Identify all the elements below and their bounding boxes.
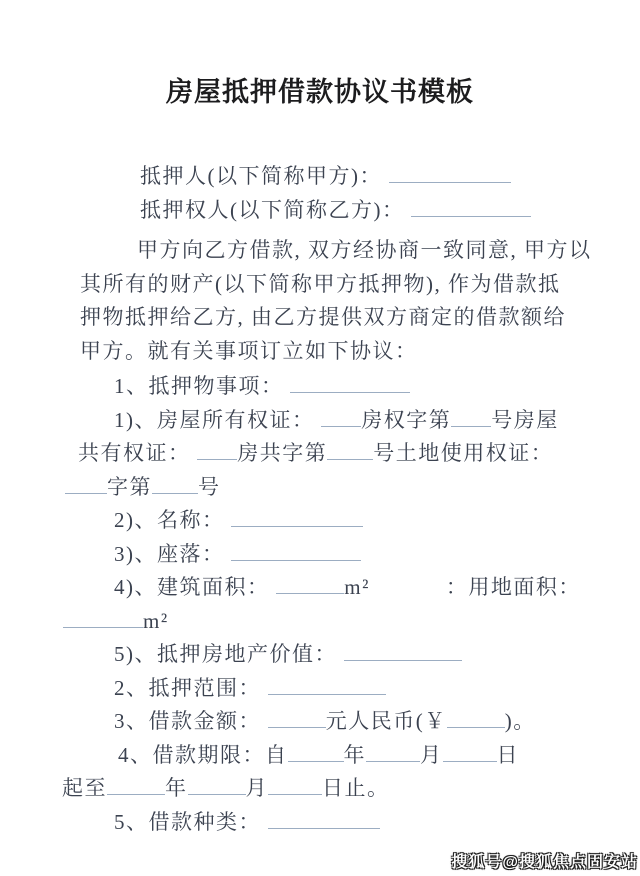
line-text: m² [344, 575, 370, 599]
document-line [62, 772, 560, 806]
line-text: m² [143, 608, 169, 633]
line-text: 元人民币(￥ [325, 709, 447, 733]
line-text: 押物抵押给乙方, 由乙方提供双方商定的借款额给 [80, 305, 566, 329]
line-text: 共有权证： [78, 441, 198, 465]
fill-in-blank [288, 746, 344, 762]
line-text: 3、借款金额： [114, 709, 268, 733]
document-line [80, 194, 560, 228]
fill-in-blank [366, 746, 420, 762]
line-text: 甲方向乙方借款, 双方经协商一致同意, 甲方以 [137, 238, 592, 262]
line-text: 3)、座落： [114, 541, 232, 566]
fill-in-blank [276, 578, 344, 594]
document-line [80, 160, 560, 194]
line-text: 甲方。就有关事项订立如下协议： [80, 338, 418, 363]
line-text: 其所有的财产(以下简称甲方抵押物), 作为借款抵 [80, 271, 561, 296]
document-line [80, 705, 560, 739]
line-text: ：用地面积： [445, 575, 581, 599]
line-text: )。 [504, 709, 536, 733]
fill-in-blank [321, 411, 361, 427]
fill-in-blank [107, 779, 165, 795]
document-line [80, 437, 560, 471]
fill-in-blank [268, 679, 386, 695]
fill-in-blank [290, 377, 410, 393]
line-text: 5)、抵押房地产价值： [114, 642, 344, 666]
document-line [80, 571, 581, 605]
line-text: 2)、名称： [114, 508, 232, 532]
document-line [80, 335, 560, 369]
fill-in-blank [443, 746, 497, 762]
document-title: 房屋抵押借款协议书模板 [166, 77, 474, 107]
line-text: 号房屋 [491, 407, 559, 432]
document-line [80, 739, 560, 773]
fill-in-blank [268, 712, 326, 728]
document-line [80, 806, 560, 840]
spacer [370, 584, 446, 594]
fill-in-blank [231, 545, 361, 561]
document-line [80, 672, 560, 706]
line-text: 1)、房屋所有权证： [114, 407, 322, 432]
fill-in-blank [65, 478, 107, 494]
fill-in-blank [63, 612, 143, 628]
document-line [80, 504, 560, 538]
fill-in-blank [268, 779, 322, 795]
line-text: 2、抵押范围： [114, 675, 268, 700]
fill-in-blank [152, 478, 198, 494]
document-line [80, 268, 560, 302]
fill-in-blank [344, 645, 462, 661]
line-text: 月 [420, 742, 443, 767]
document-line [80, 538, 560, 572]
fill-in-blank [411, 201, 531, 217]
fill-in-blank [327, 444, 373, 460]
line-text: 起至 [62, 776, 107, 800]
line-text: 字第 [107, 474, 152, 499]
fill-in-blank [188, 779, 246, 795]
watermark-text: 搜狐号@搜狐焦点固安站 [451, 854, 638, 871]
document-line [80, 638, 560, 672]
line-text: 年 [343, 742, 366, 767]
line-text: 房权字第 [361, 407, 452, 432]
line-text: 抵押权人(以下简称乙方)： [140, 197, 412, 222]
document-line [80, 234, 592, 268]
fill-in-blank [447, 712, 505, 728]
line-text: 4、借款期限：自 [118, 742, 288, 767]
document-line [80, 404, 560, 438]
line-text: 1、抵押物事项： [114, 374, 291, 398]
line-text: 日止。 [322, 776, 390, 800]
fill-in-blank [231, 511, 363, 527]
line-text: 5、借款种类： [114, 809, 268, 834]
document-body [62, 160, 592, 839]
document-line [80, 370, 560, 404]
line-text: 号土地使用权证： [373, 441, 554, 465]
fill-in-blank [197, 444, 237, 460]
fill-in-blank [389, 167, 511, 183]
line-text: 年 [165, 776, 188, 800]
line-text: 月 [245, 776, 268, 800]
line-text: 房共字第 [237, 441, 328, 465]
line-text: 4)、建筑面积： [114, 575, 277, 599]
fill-in-blank [268, 813, 380, 829]
document-line [80, 605, 560, 639]
fill-in-blank [451, 411, 491, 427]
document-line [80, 301, 566, 335]
line-text: 号 [198, 474, 221, 499]
line-text: 抵押人(以下简称甲方)： [140, 164, 389, 188]
line-text: 日 [496, 742, 519, 767]
document-line [80, 471, 560, 505]
